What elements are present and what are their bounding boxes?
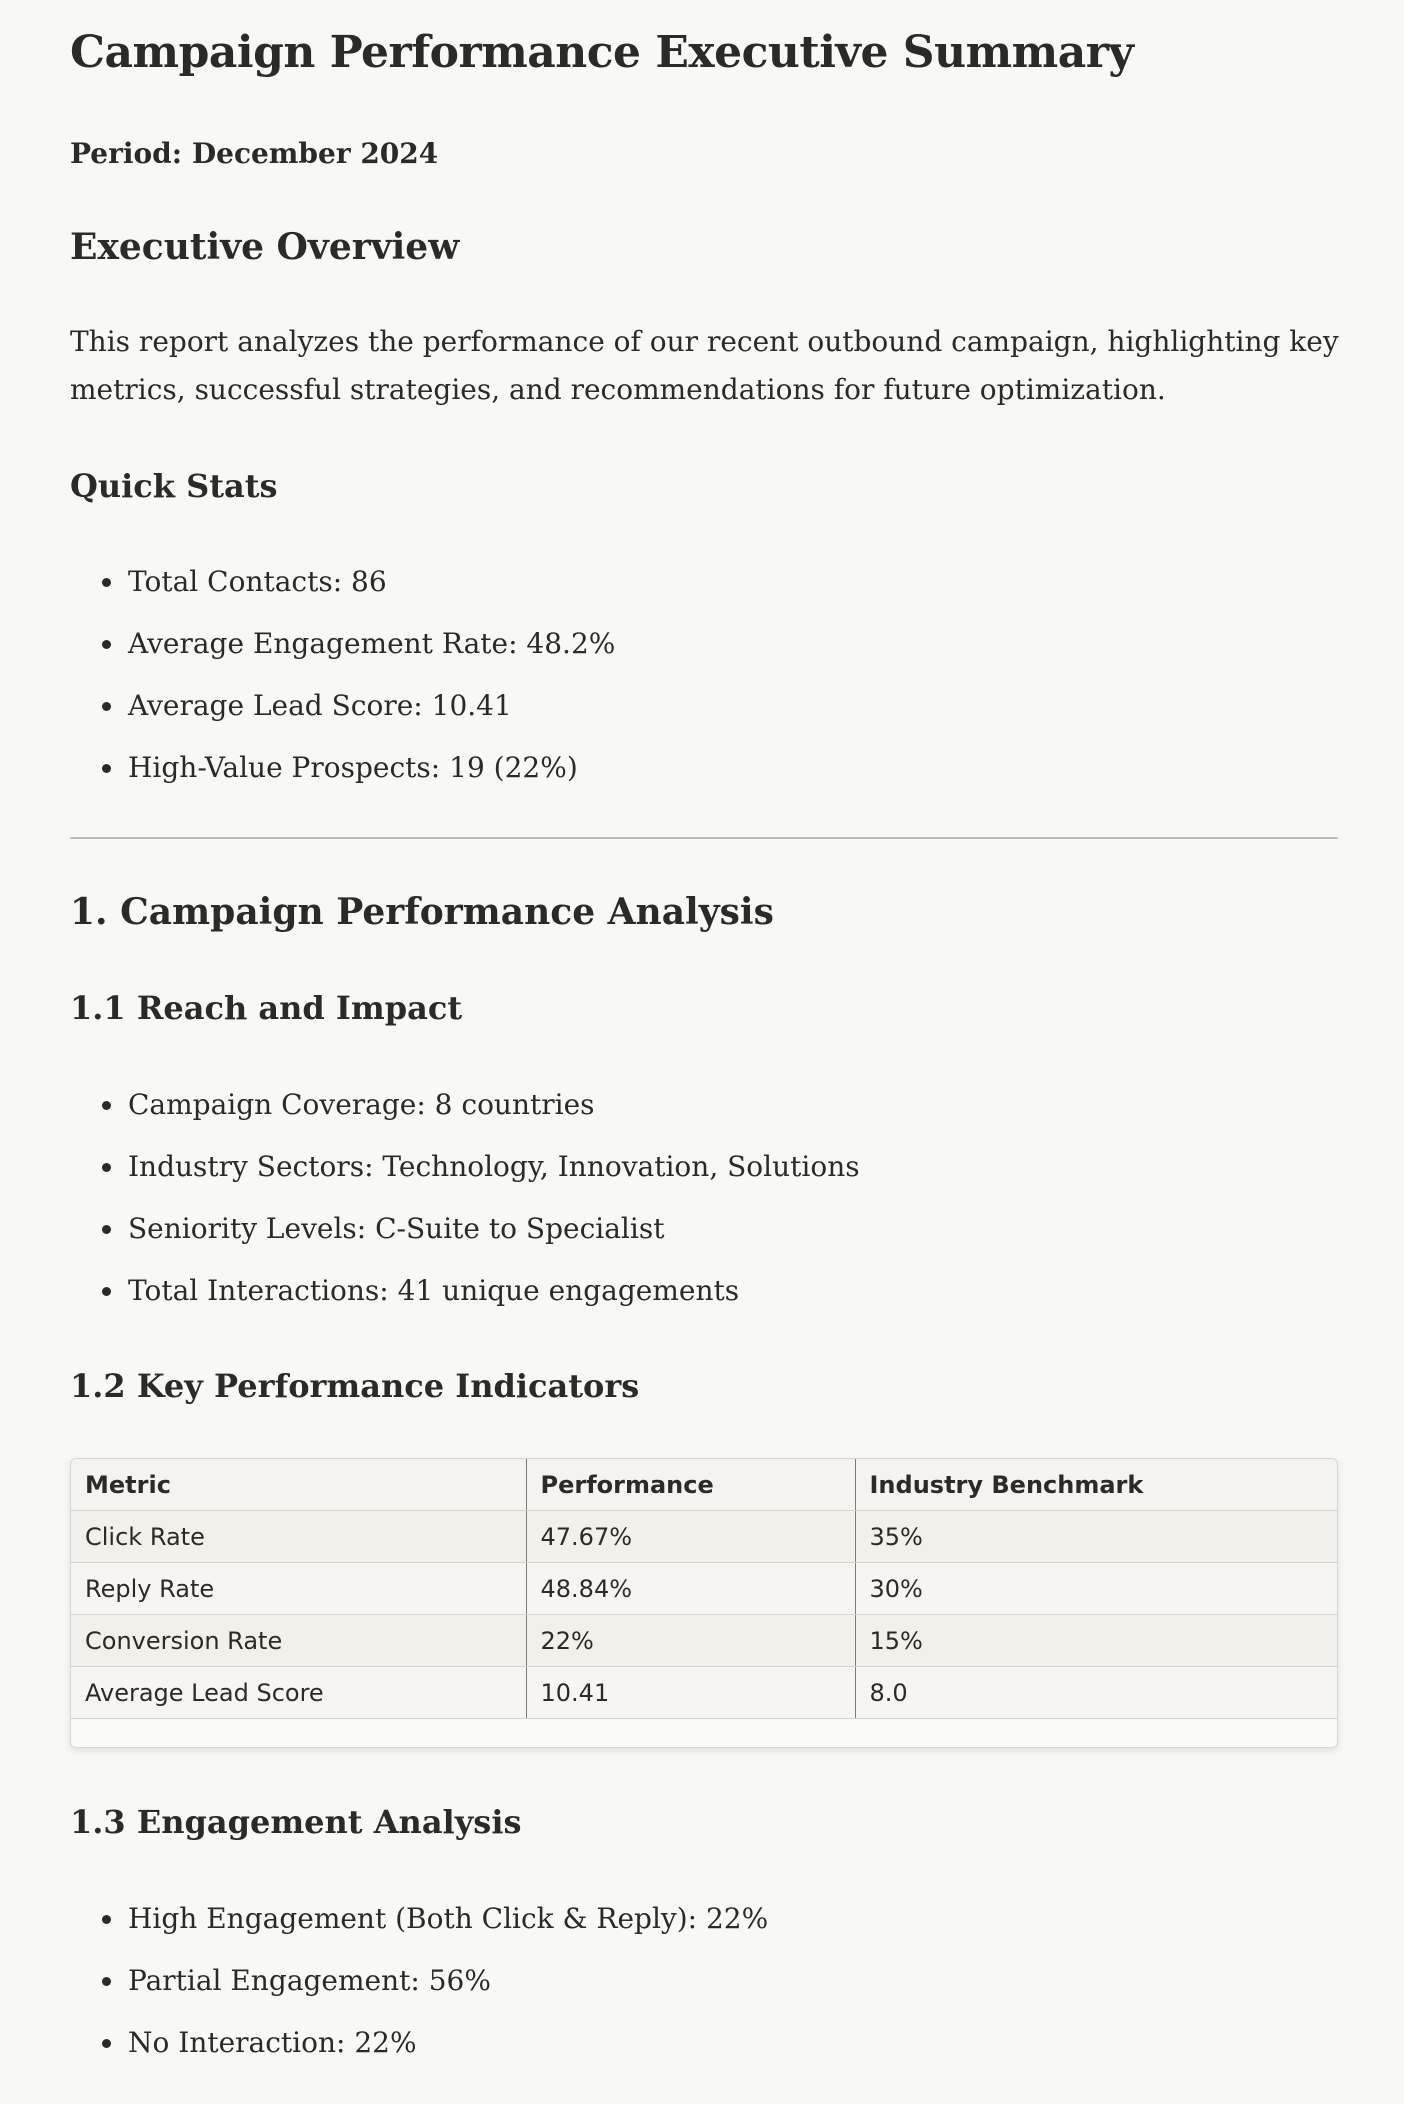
bullet-icon — [102, 1163, 111, 1172]
table-cell: Click Rate — [71, 1511, 526, 1563]
table-row — [71, 1563, 1337, 1615]
list-item: Industry Sectors: Technology, Innovation, Solutions — [70, 1136, 1340, 1198]
kpi-heading: 1.2 Key Performance Indicators — [70, 1367, 640, 1405]
table-cell: 35% — [855, 1511, 1337, 1563]
list-item: High Engagement (Both Click & Reply): 22% — [70, 1888, 1340, 1950]
bullet-icon — [102, 1915, 111, 1924]
bullet-icon — [102, 2039, 111, 2048]
table-cell: 15% — [855, 1615, 1337, 1667]
bullet-icon — [102, 578, 111, 587]
bullet-icon — [102, 702, 111, 711]
list-item: Seniority Levels: C-Suite to Specialist — [70, 1198, 1340, 1260]
kpi-table — [71, 1459, 1337, 1719]
list-item: Total Contacts: 86 — [70, 551, 1340, 613]
bullet-icon — [102, 764, 111, 773]
list-item: High-Value Prospects: 19 (22%) — [70, 737, 1340, 799]
table-cell: 22% — [526, 1615, 855, 1667]
page-title: Campaign Performance Executive Summary — [70, 27, 1134, 78]
table-cell: 8.0 — [855, 1667, 1337, 1719]
list-item: Partial Engagement: 56% — [70, 1950, 1340, 2012]
engagement-heading: 1.3 Engagement Analysis — [70, 1803, 522, 1841]
list-item: Average Engagement Rate: 48.2% — [70, 613, 1340, 675]
table-cell: 47.67% — [526, 1511, 855, 1563]
engagement-list — [70, 1888, 1340, 2074]
column-header: Metric — [71, 1459, 526, 1511]
bullet-icon — [102, 1287, 111, 1296]
overview-heading: Executive Overview — [70, 226, 460, 268]
table-cell: Conversion Rate — [71, 1615, 526, 1667]
table-cell: Average Lead Score — [71, 1667, 526, 1719]
bullet-icon — [102, 640, 111, 649]
kpi-table-container — [70, 1458, 1338, 1748]
section-1-heading: 1. Campaign Performance Analysis — [70, 891, 774, 933]
table-cell: 30% — [855, 1563, 1337, 1615]
table-row — [71, 1511, 1337, 1563]
table-cell: 10.41 — [526, 1667, 855, 1719]
quick-stats-heading: Quick Stats — [70, 467, 278, 505]
quick-stats-list — [70, 551, 1340, 799]
reach-list — [70, 1074, 1340, 1322]
table-row — [71, 1667, 1337, 1719]
list-item: No Interaction: 22% — [70, 2012, 1340, 2074]
reach-heading: 1.1 Reach and Impact — [70, 989, 463, 1027]
bullet-icon — [102, 1225, 111, 1234]
bullet-icon — [102, 1977, 111, 1986]
table-header-row — [71, 1459, 1337, 1511]
list-item: Campaign Coverage: 8 countries — [70, 1074, 1340, 1136]
column-header: Industry Benchmark — [855, 1459, 1337, 1511]
table-cell: Reply Rate — [71, 1563, 526, 1615]
table-cell: 48.84% — [526, 1563, 855, 1615]
column-header: Performance — [526, 1459, 855, 1511]
section-divider — [70, 837, 1338, 839]
report-period: Period: December 2024 — [70, 137, 439, 170]
bullet-icon — [102, 1101, 111, 1110]
list-item: Total Interactions: 41 unique engagements — [70, 1260, 1340, 1322]
list-item: Average Lead Score: 10.41 — [70, 675, 1340, 737]
table-row — [71, 1615, 1337, 1667]
overview-text: This report analyzes the performance of our recent outbound campaign, highlighting key metrics, successful strategies, and recommendations for future optimization. — [70, 325, 1339, 406]
